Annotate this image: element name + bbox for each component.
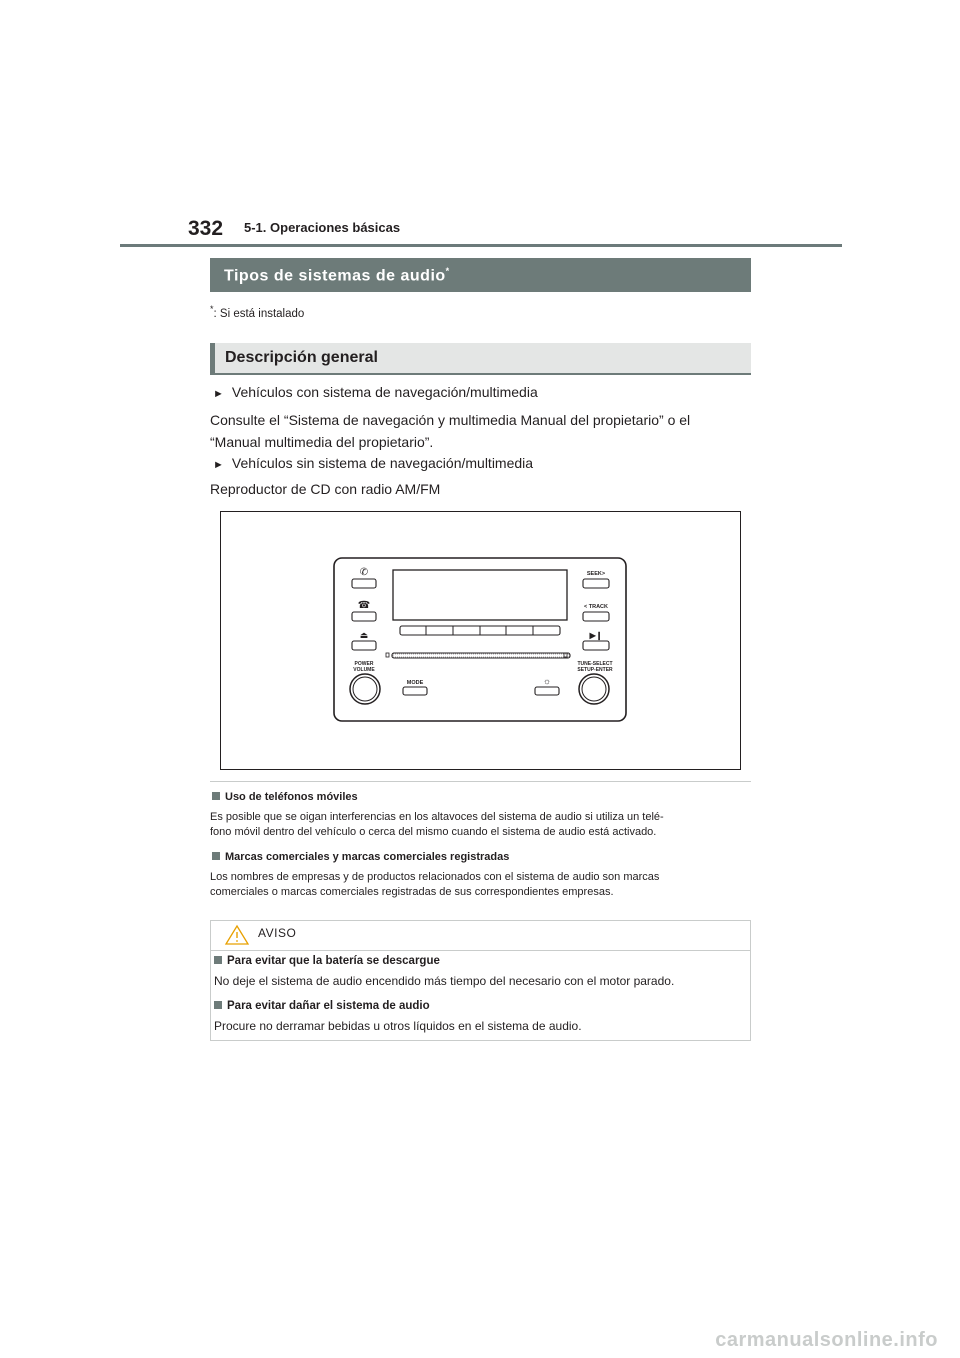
item-1-text-line1: Consulte el “Sistema de navegación y multimedia Manual del propietario” o el — [210, 412, 691, 428]
eject-icon: ⏏ — [359, 630, 369, 640]
note-1-text — [210, 810, 750, 840]
aviso-item-2-text: Procure no derramar bebidas u otros líquidos en el sistema de audio. — [214, 1019, 582, 1033]
square-bullet-icon — [214, 956, 222, 964]
hang-up-icon: ☎ — [357, 600, 371, 611]
bullet-item-2 — [213, 455, 533, 471]
power-label: POWER — [354, 661, 374, 667]
item-2-text: Reproductor de CD con radio AM/FM — [210, 481, 441, 497]
aviso-item-1-text: No deje el sistema de audio encendido más tiempo del necesario con el motor parado. — [214, 974, 675, 988]
aviso-label: AVISO — [258, 926, 297, 940]
bullet-item-1 — [213, 384, 538, 400]
subheading: Descripción general — [210, 343, 751, 375]
seek-button — [583, 571, 609, 588]
item-1-text — [210, 409, 690, 453]
note-2-title — [212, 851, 509, 863]
aviso-item-1-title-text: Para evitar que la batería se descargue — [227, 955, 440, 967]
note-2-title-text: Marcas comerciales y marcas comerciales registradas — [225, 851, 510, 863]
watermark: carmanualsonline.info — [715, 1329, 938, 1351]
cd-slot — [386, 653, 570, 658]
triangle-bullet-icon: ► — [213, 459, 224, 471]
note-1-line2: fono móvil dentro del vehículo o cerca del mismo cuando el sistema de audio está activado. — [210, 826, 657, 838]
page-number: 332 — [188, 217, 224, 240]
preset-buttons — [400, 626, 560, 635]
bullet-item-1-label: Vehículos con sistema de navegación/multimedia — [231, 384, 538, 400]
aviso-item-2-title-text: Para evitar dañar el sistema de audio — [227, 1000, 430, 1012]
item-1-text-line2: “Manual multimedia del propietario”. — [210, 434, 434, 450]
section-title: 5-1. Operaciones básicas — [244, 220, 401, 235]
audio-unit-figure — [220, 511, 741, 770]
aviso-header-rule — [211, 950, 750, 951]
title-asterisk: * — [445, 266, 450, 276]
note-1-title-text: Uso de teléfonos móviles — [225, 791, 358, 803]
square-bullet-icon — [214, 1001, 222, 1009]
footnote-marker: * — [210, 304, 214, 314]
play-pause-icon: ▶❙ — [589, 631, 603, 640]
seek-label: SEEK> — [586, 571, 606, 577]
square-bullet-icon — [212, 852, 220, 860]
mode-label: MODE — [406, 680, 424, 686]
aviso-item-2-title — [214, 1000, 430, 1012]
square-bullet-icon — [212, 792, 220, 800]
note-2-line1: Los nombres de empresas y de productos relacionados con el sistema de audio son marcas — [210, 871, 660, 883]
note-1-line1: Es posible que se oigan interferencias en los altavoces del sistema de audio si utiliza un telé- — [210, 811, 664, 823]
section-divider — [210, 781, 751, 782]
display-screen — [393, 570, 567, 620]
footnote — [210, 304, 304, 320]
track-button — [583, 604, 609, 621]
volume-label: VOLUME — [353, 667, 375, 673]
setup-enter-label: SETUP-ENTER — [577, 667, 613, 673]
footnote-text: : Si está instalado — [213, 307, 305, 320]
aviso-item-1-title — [214, 955, 440, 967]
note-1-title — [212, 791, 358, 803]
page-title: Tipos de sistemas de audio — [224, 267, 446, 285]
warning-triangle-icon — [224, 924, 250, 946]
header-rule — [120, 244, 842, 247]
phone-icon: ✆ — [359, 567, 369, 578]
triangle-bullet-icon: ► — [213, 388, 224, 400]
tune-select-label: TUNE-SELECT — [577, 661, 613, 667]
note-2-line2: comerciales o marcas comerciales registradas de sus correspondientes empresas. — [210, 886, 614, 898]
note-2-text — [210, 870, 750, 900]
track-label: < TRACK — [584, 604, 608, 610]
sun-icon: ☼ — [542, 676, 552, 686]
page-title-bar — [210, 258, 751, 292]
audio-unit-illustration — [221, 512, 740, 769]
bullet-item-2-label: Vehículos sin sistema de navegación/multimedia — [231, 455, 534, 471]
